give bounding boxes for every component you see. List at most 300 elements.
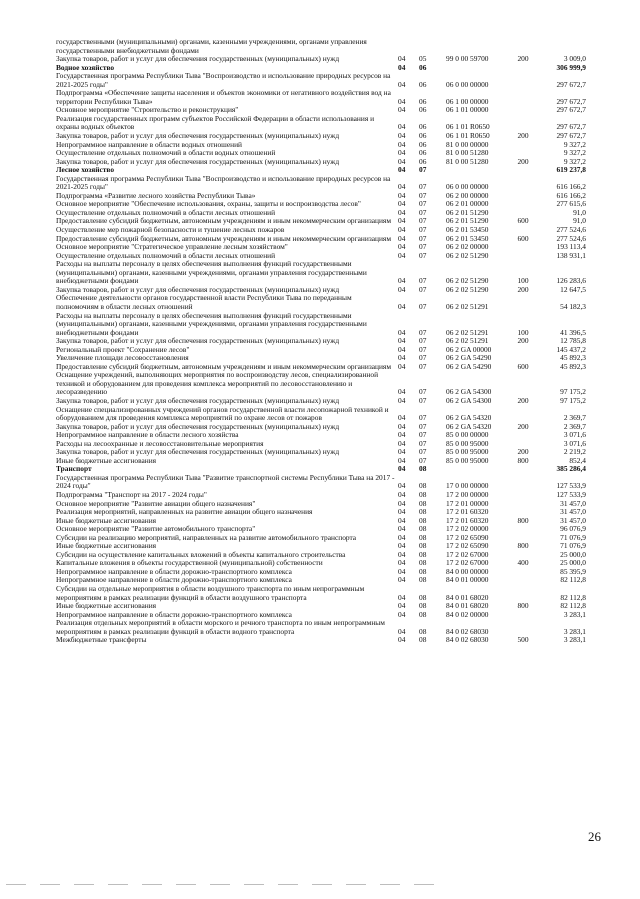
row-pr: 06 [419, 131, 427, 141]
row-csr: 06 2 02 51291 [446, 327, 489, 337]
row-vr: 100 [517, 327, 529, 337]
footer-dash [6, 884, 26, 885]
row-sum: 25 000,0 [560, 558, 586, 568]
row-rz: 04 [398, 515, 406, 525]
row-rz: 04 [398, 165, 406, 175]
row-pr: 07 [419, 344, 427, 354]
row-sum: 82 112,8 [560, 601, 586, 611]
row-csr: 85 0 00 95000 [446, 447, 489, 457]
footer-dashed-line [0, 884, 640, 888]
row-sum: 91,0 [573, 216, 586, 226]
row-sum: 852,4 [569, 455, 586, 465]
row-sum: 45 892,3 [560, 353, 586, 363]
table-row [56, 474, 588, 491]
row-pr: 08 [419, 566, 427, 576]
page-number: 26 [588, 829, 601, 844]
row-sum: 85 395,9 [560, 566, 586, 576]
footer-dash [108, 884, 128, 885]
row-pr: 07 [419, 165, 427, 175]
row-sum: 277 524,6 [556, 225, 586, 235]
row-rz: 04 [398, 182, 406, 192]
footer-dash [278, 884, 298, 885]
row-rz: 04 [398, 190, 406, 200]
row-csr: 06 1 00 00000 [446, 96, 489, 106]
row-pr: 07 [419, 233, 427, 243]
row-sum: 97 175,2 [560, 395, 586, 405]
table-row [56, 371, 588, 397]
row-name: Основное мероприятие "Строительство и реконструкция" [56, 105, 239, 115]
row-name: Иные бюджетные ассигнования [56, 601, 157, 611]
row-csr: 06 1 01 R0650 [446, 131, 490, 141]
row-pr: 08 [419, 549, 427, 559]
row-csr: 81 0 00 51280 [446, 148, 489, 158]
row-pr: 06 [419, 122, 427, 132]
row-name: Государственная программа Республики Тыва "Развитие транспортной системы Республики Тыва на 2017 - 2024 годы" [56, 472, 395, 491]
row-name: Реализация мероприятий, направленных на развитие авиации общего назначения [56, 507, 313, 517]
row-sum: 96 076,9 [560, 524, 586, 534]
row-vr: 100 [517, 276, 529, 286]
row-rz: 04 [398, 481, 406, 491]
row-name: Осуществление отдельных полномочий в области лесных отношений [56, 250, 276, 260]
row-name: Реализация отдельных мероприятий в области морского и речного транспорта по иным непрограммным мероприятиям в рамках реализации функций в области водного транспорта [56, 618, 385, 636]
row-name: Закупка товаров, работ и услуг для обеспечения государственных (муниципальных) нужд [56, 395, 340, 405]
row-rz: 04 [398, 395, 406, 405]
row-pr: 07 [419, 353, 427, 363]
row-sum: 31 457,0 [560, 498, 586, 508]
row-name: Подпрограмма «Развитие лесного хозяйства Республики Тыва» [56, 190, 256, 200]
row-name: Реализация государственных программ субъектов Российской Федерации в области использования и охраны водных объектов [56, 113, 375, 132]
row-csr: 17 2 02 65090 [446, 532, 489, 542]
row-sum: 2 369,7 [563, 421, 586, 431]
row-pr: 08 [419, 541, 427, 551]
row-sum: 138 931,1 [556, 250, 586, 260]
row-rz: 04 [398, 413, 406, 423]
row-sum: 145 437,2 [556, 344, 586, 354]
row-sum: 25 000,0 [560, 549, 586, 559]
row-sum: 126 283,6 [556, 276, 586, 286]
row-pr: 07 [419, 395, 427, 405]
row-pr: 07 [419, 387, 427, 397]
row-csr: 85 0 00 00000 [446, 430, 489, 440]
row-name: Субсидии на осуществление капитальных вложений в объекты капитального строительства [56, 549, 346, 559]
row-vr: 800 [517, 515, 529, 525]
table-row [56, 158, 588, 167]
row-rz: 04 [398, 609, 406, 619]
row-rz: 04 [398, 498, 406, 508]
row-name: Обеспечение деятельности органов государственной власти Республики Тыва по переданным полномочиям в области лесных отношений [56, 293, 352, 311]
row-csr: 06 2 02 51290 [446, 250, 489, 260]
row-csr: 17 2 01 60320 [446, 515, 489, 525]
row-rz: 04 [398, 387, 406, 397]
row-pr: 06 [419, 79, 427, 89]
row-rz: 04 [398, 225, 406, 235]
footer-dash [346, 884, 366, 885]
row-rz: 04 [398, 635, 406, 645]
row-sum: 297 672,7 [556, 79, 586, 89]
row-sum: 9 327,2 [563, 139, 586, 149]
footer-dash [380, 884, 400, 885]
row-name: Осуществление отдельных полномочий в области водных отношений [56, 148, 276, 158]
footer-dash [74, 884, 94, 885]
row-rz: 04 [398, 207, 406, 217]
row-rz: 04 [398, 430, 406, 440]
row-sum: 9 327,2 [563, 156, 586, 166]
row-name: государственными (муниципальными) органами, казенными учреждениями, органами управления государственными внебюджетными фондами [56, 37, 367, 55]
footer-dash [142, 884, 162, 885]
row-sum: 71 076,9 [560, 532, 586, 542]
row-pr: 07 [419, 336, 427, 346]
row-rz: 04 [398, 156, 406, 166]
row-pr: 07 [419, 182, 427, 192]
row-pr: 08 [419, 489, 427, 499]
row-rz: 04 [398, 541, 406, 551]
row-rz: 04 [398, 455, 406, 465]
row-vr: 200 [517, 156, 529, 166]
row-sum: 3 283,1 [563, 635, 586, 645]
row-name: Непрограммное направление в области водных отношений [56, 139, 243, 149]
row-rz: 04 [398, 524, 406, 534]
row-pr: 08 [419, 592, 427, 602]
row-name: Предоставление субсидий бюджетным, автономным учреждениям и иным некоммерческим организациям [56, 216, 392, 226]
row-rz: 04 [398, 361, 406, 371]
row-sum: 3 283,1 [563, 609, 586, 619]
row-sum: 54 182,3 [560, 301, 586, 311]
row-pr: 07 [419, 413, 427, 423]
row-sum: 127 533,9 [556, 481, 586, 491]
budget-table [56, 38, 588, 645]
row-name: Закупка товаров, работ и услуг для обеспечения государственных (муниципальных) нужд [56, 421, 340, 431]
row-name: Предоставление субсидий бюджетным, автономным учреждениям и иным некоммерческим организациям [56, 233, 392, 243]
row-csr: 84 0 02 00000 [446, 609, 489, 619]
row-name: Основное мероприятие "Стратегическое управление лесным хозяйством" [56, 242, 288, 252]
footer-dash [312, 884, 332, 885]
row-csr: 84 0 01 68020 [446, 601, 489, 611]
row-csr: 06 2 GA 54320 [446, 421, 492, 431]
row-vr: 800 [517, 455, 529, 465]
row-rz: 04 [398, 327, 406, 337]
row-rz: 04 [398, 284, 406, 294]
row-name: Непрограммное направление в области дорожно-транспортного комплекса [56, 609, 292, 619]
row-sum: 91,0 [573, 207, 586, 217]
row-rz: 04 [398, 96, 406, 106]
row-name: Иные бюджетные ассигнования [56, 455, 157, 465]
row-vr: 600 [517, 361, 529, 371]
footer-dash [176, 884, 196, 885]
row-name: Подпрограмма "Транспорт на 2017 - 2024 годы" [56, 489, 207, 499]
row-vr: 200 [517, 421, 529, 431]
row-name: Основное мероприятие "Развитие авиации общего назначения" [56, 498, 256, 508]
row-pr: 07 [419, 301, 427, 311]
row-pr: 06 [419, 148, 427, 158]
table-row [56, 115, 588, 132]
row-name: Непрограммное направление в области дорожно-транспортного комплекса [56, 566, 292, 576]
row-vr: 500 [517, 635, 529, 645]
row-csr: 06 2 GA 54290 [446, 353, 492, 363]
row-csr: 17 2 02 00000 [446, 524, 489, 534]
row-csr: 85 0 00 95000 [446, 438, 489, 448]
row-sum: 97 175,2 [560, 387, 586, 397]
row-pr: 07 [419, 455, 427, 465]
row-name: Закупка товаров, работ и услуг для обеспечения государственных (муниципальных) нужд [56, 156, 340, 166]
table-row [56, 585, 588, 602]
row-sum: 619 237,8 [556, 165, 586, 175]
row-csr: 06 2 02 51290 [446, 276, 489, 286]
footer-dash [210, 884, 230, 885]
row-rz: 04 [398, 447, 406, 457]
row-pr: 07 [419, 207, 427, 217]
row-sum: 12 785,8 [560, 336, 586, 346]
row-name: Транспорт [56, 464, 92, 474]
row-csr: 06 2 GA 54300 [446, 395, 492, 405]
row-name: Осуществление отдельных полномочий в области лесных отношений [56, 207, 276, 217]
row-csr: 17 0 00 00000 [446, 481, 489, 491]
row-name: Расходы на лесоохранные и лесовосстановительные мероприятия [56, 438, 264, 448]
row-pr: 08 [419, 626, 427, 636]
row-csr: 06 2 02 51291 [446, 301, 489, 311]
row-csr: 06 0 00 00000 [446, 79, 489, 89]
row-sum: 71 076,9 [560, 541, 586, 551]
row-pr: 06 [419, 105, 427, 115]
row-csr: 84 0 01 68020 [446, 592, 489, 602]
row-sum: 82 112,8 [560, 575, 586, 585]
table-row [56, 294, 588, 311]
row-pr: 07 [419, 438, 427, 448]
table-row [56, 72, 588, 89]
row-pr: 08 [419, 481, 427, 491]
row-rz: 04 [398, 139, 406, 149]
row-name: Иные бюджетные ассигнования [56, 541, 157, 551]
row-csr: 06 2 02 51291 [446, 336, 489, 346]
row-name: Осуществление мер пожарной безопасности и тушение лесных пожаров [56, 225, 285, 235]
row-pr: 08 [419, 515, 427, 525]
row-pr: 07 [419, 276, 427, 286]
row-sum: 616 166,2 [556, 182, 586, 192]
row-rz: 04 [398, 122, 406, 132]
table-row [56, 260, 588, 286]
table-row [56, 89, 588, 106]
row-pr: 05 [419, 54, 427, 64]
row-rz: 04 [398, 105, 406, 115]
row-pr: 07 [419, 242, 427, 252]
row-pr: 08 [419, 507, 427, 517]
row-vr: 600 [517, 233, 529, 243]
row-sum: 3 009,0 [563, 54, 586, 64]
row-name: Государственная программа Республики Тыва "Воспроизводство и использование природных ресурсов на 2021-2025 годы" [56, 173, 391, 192]
row-name: Непрограммное направление в области дорожно-транспортного комплекса [56, 575, 292, 585]
row-csr: 06 2 01 00000 [446, 199, 489, 209]
row-rz: 04 [398, 549, 406, 559]
row-name: Закупка товаров, работ и услуг для обеспечения государственных (муниципальных) нужд [56, 284, 340, 294]
row-pr: 08 [419, 609, 427, 619]
table-row [56, 38, 588, 55]
row-csr: 06 2 GA 00000 [446, 344, 492, 354]
row-pr: 07 [419, 284, 427, 294]
row-rz: 04 [398, 148, 406, 158]
row-csr: 06 2 01 51290 [446, 207, 489, 217]
row-rz: 04 [398, 79, 406, 89]
row-pr: 06 [419, 139, 427, 149]
row-vr: 200 [517, 284, 529, 294]
row-sum: 193 113,4 [556, 242, 586, 252]
row-rz: 04 [398, 566, 406, 576]
row-pr: 07 [419, 199, 427, 209]
row-vr: 800 [517, 601, 529, 611]
row-name: Иные бюджетные ассигнования [56, 515, 157, 525]
row-pr: 07 [419, 250, 427, 260]
row-sum: 127 533,9 [556, 489, 586, 499]
row-rz: 04 [398, 216, 406, 226]
row-name: Расходы на выплаты персоналу в целях обеспечения выполнения функций государственными (муниципальными) органами, казенными учреждениями, органами управления государственными внебюджетными фондами [56, 259, 367, 286]
row-vr: 200 [517, 131, 529, 141]
table-row [56, 406, 588, 423]
row-csr: 06 1 01 R0650 [446, 122, 490, 132]
row-pr: 08 [419, 575, 427, 585]
row-name: Оснащение учреждений, выполняющих мероприятия по воспроизводству лесов, специализированной техникой и оборудованием для проведения комплекса мероприятий по лесовосстановлению и лесоразведению [56, 370, 379, 397]
table-row [56, 619, 588, 636]
row-csr: 17 2 02 67000 [446, 549, 489, 559]
row-rz: 04 [398, 242, 406, 252]
row-csr: 06 2 GA 54300 [446, 387, 492, 397]
row-sum: 297 672,7 [556, 105, 586, 115]
row-csr: 06 2 GA 54290 [446, 361, 492, 371]
row-csr: 06 2 01 51290 [446, 216, 489, 226]
row-pr: 07 [419, 225, 427, 235]
row-name: Основное мероприятие "Развитие автомобильного транспорта" [56, 524, 256, 534]
row-csr: 06 1 01 00000 [446, 105, 489, 115]
row-csr: 17 2 01 00000 [446, 498, 489, 508]
row-pr: 07 [419, 327, 427, 337]
row-sum: 3 283,1 [563, 626, 586, 636]
row-name: Расходы на выплаты персоналу в целях обеспечения выполнения функций государственными (муниципальными) органами, казенными учреждениями, органами управления государственными внебюджетными фондами [56, 310, 367, 337]
row-pr: 06 [419, 156, 427, 166]
row-csr: 06 2 02 51290 [446, 284, 489, 294]
row-csr: 84 0 02 68030 [446, 626, 489, 636]
row-sum: 3 071,6 [563, 430, 586, 440]
row-rz: 04 [398, 199, 406, 209]
row-csr: 17 2 02 65090 [446, 541, 489, 551]
row-csr: 81 0 00 51280 [446, 156, 489, 166]
row-pr: 08 [419, 532, 427, 542]
row-sum: 41 396,5 [560, 327, 586, 337]
row-csr: 06 2 00 00000 [446, 190, 489, 200]
row-sum: 297 672,7 [556, 122, 586, 132]
row-rz: 04 [398, 464, 406, 474]
row-sum: 385 286,4 [556, 464, 586, 474]
row-rz: 04 [398, 558, 406, 568]
row-sum: 3 071,6 [563, 438, 586, 448]
row-name: Непрограммное направление в области лесного хозяйства [56, 430, 239, 440]
row-pr: 06 [419, 62, 427, 72]
row-sum: 297 672,7 [556, 96, 586, 106]
footer-dash [40, 884, 60, 885]
row-vr: 400 [517, 558, 529, 568]
row-csr: 06 2 01 53450 [446, 233, 489, 243]
row-rz: 04 [398, 336, 406, 346]
row-vr: 200 [517, 336, 529, 346]
row-pr: 06 [419, 96, 427, 106]
row-sum: 12 647,5 [560, 284, 586, 294]
row-sum: 82 112,8 [560, 592, 586, 602]
row-csr: 17 2 00 00000 [446, 489, 489, 499]
row-sum: 2 219,2 [563, 447, 586, 457]
row-csr: 17 2 02 67000 [446, 558, 489, 568]
row-csr: 85 0 00 95000 [446, 455, 489, 465]
row-pr: 08 [419, 464, 427, 474]
table-row [56, 636, 588, 645]
row-rz: 04 [398, 233, 406, 243]
row-pr: 07 [419, 421, 427, 431]
row-name: Капитальные вложения в объекты государственной (муниципальной) собственности [56, 558, 323, 568]
row-pr: 07 [419, 447, 427, 457]
row-rz: 04 [398, 601, 406, 611]
row-csr: 06 0 00 00000 [446, 182, 489, 192]
row-name: Межбюджетные трансферты [56, 635, 147, 645]
row-rz: 04 [398, 54, 406, 64]
row-name: Оснащение специализированных учреждений органов государственной власти лесопожарной техникой и оборудованием для проведения комплекса мероприятий по охране лесов от пожаров [56, 404, 389, 423]
row-csr: 81 0 00 00000 [446, 139, 489, 149]
row-sum: 616 166,2 [556, 190, 586, 200]
footer-dash [414, 884, 434, 885]
row-sum: 31 457,0 [560, 507, 586, 517]
row-rz: 04 [398, 344, 406, 354]
row-rz: 04 [398, 626, 406, 636]
row-sum: 45 892,3 [560, 361, 586, 371]
row-csr: 06 2 GA 54320 [446, 413, 492, 423]
row-sum: 297 672,7 [556, 131, 586, 141]
footer-dash [244, 884, 264, 885]
row-name: Лесное хозяйство [56, 165, 115, 175]
row-csr: 06 2 01 53450 [446, 225, 489, 235]
row-name: Предоставление субсидий бюджетным, автономным учреждениям и иным некоммерческим организациям [56, 361, 392, 371]
row-rz: 04 [398, 489, 406, 499]
row-pr: 08 [419, 635, 427, 645]
row-sum: 306 999,9 [556, 62, 586, 72]
row-rz: 04 [398, 62, 406, 72]
row-csr: 84 0 01 00000 [446, 575, 489, 585]
row-name: Субсидии на реализацию мероприятий, направленных на развитие автомобильного транспорта [56, 532, 357, 542]
row-csr: 84 0 02 68030 [446, 635, 489, 645]
row-vr: 200 [517, 395, 529, 405]
row-sum: 31 457,0 [560, 515, 586, 525]
row-name: Водное хозяйство [56, 62, 115, 72]
row-rz: 04 [398, 353, 406, 363]
row-csr: 84 0 00 00000 [446, 566, 489, 576]
row-name: Региональный проект "Сохранение лесов" [56, 344, 190, 354]
row-rz: 04 [398, 276, 406, 286]
row-rz: 04 [398, 438, 406, 448]
row-rz: 04 [398, 250, 406, 260]
row-vr: 600 [517, 216, 529, 226]
row-csr: 06 2 02 00000 [446, 242, 489, 252]
table-row [56, 175, 588, 192]
row-name: Закупка товаров, работ и услуг для обеспечения государственных (муниципальных) нужд [56, 447, 340, 457]
row-vr: 200 [517, 54, 529, 64]
row-sum: 277 524,6 [556, 233, 586, 243]
row-name: Закупка товаров, работ и услуг для обеспечения государственных (муниципальных) нужд [56, 131, 340, 141]
row-rz: 04 [398, 131, 406, 141]
table-row [56, 457, 588, 466]
row-pr: 08 [419, 498, 427, 508]
row-pr: 07 [419, 361, 427, 371]
row-name: Субсидии на отдельные мероприятия в области воздушного транспорта по иным непрограммным мероприятиям в рамках реализации функций в области воздушного транспорта [56, 584, 365, 602]
row-pr: 08 [419, 558, 427, 568]
row-sum: 277 615,6 [556, 199, 586, 209]
row-rz: 04 [398, 507, 406, 517]
row-sum: 2 369,7 [563, 413, 586, 423]
row-name: Закупка товаров, работ и услуг для обеспечения государственных (муниципальных) нужд [56, 54, 340, 64]
row-sum: 9 327,2 [563, 148, 586, 158]
row-rz: 04 [398, 301, 406, 311]
